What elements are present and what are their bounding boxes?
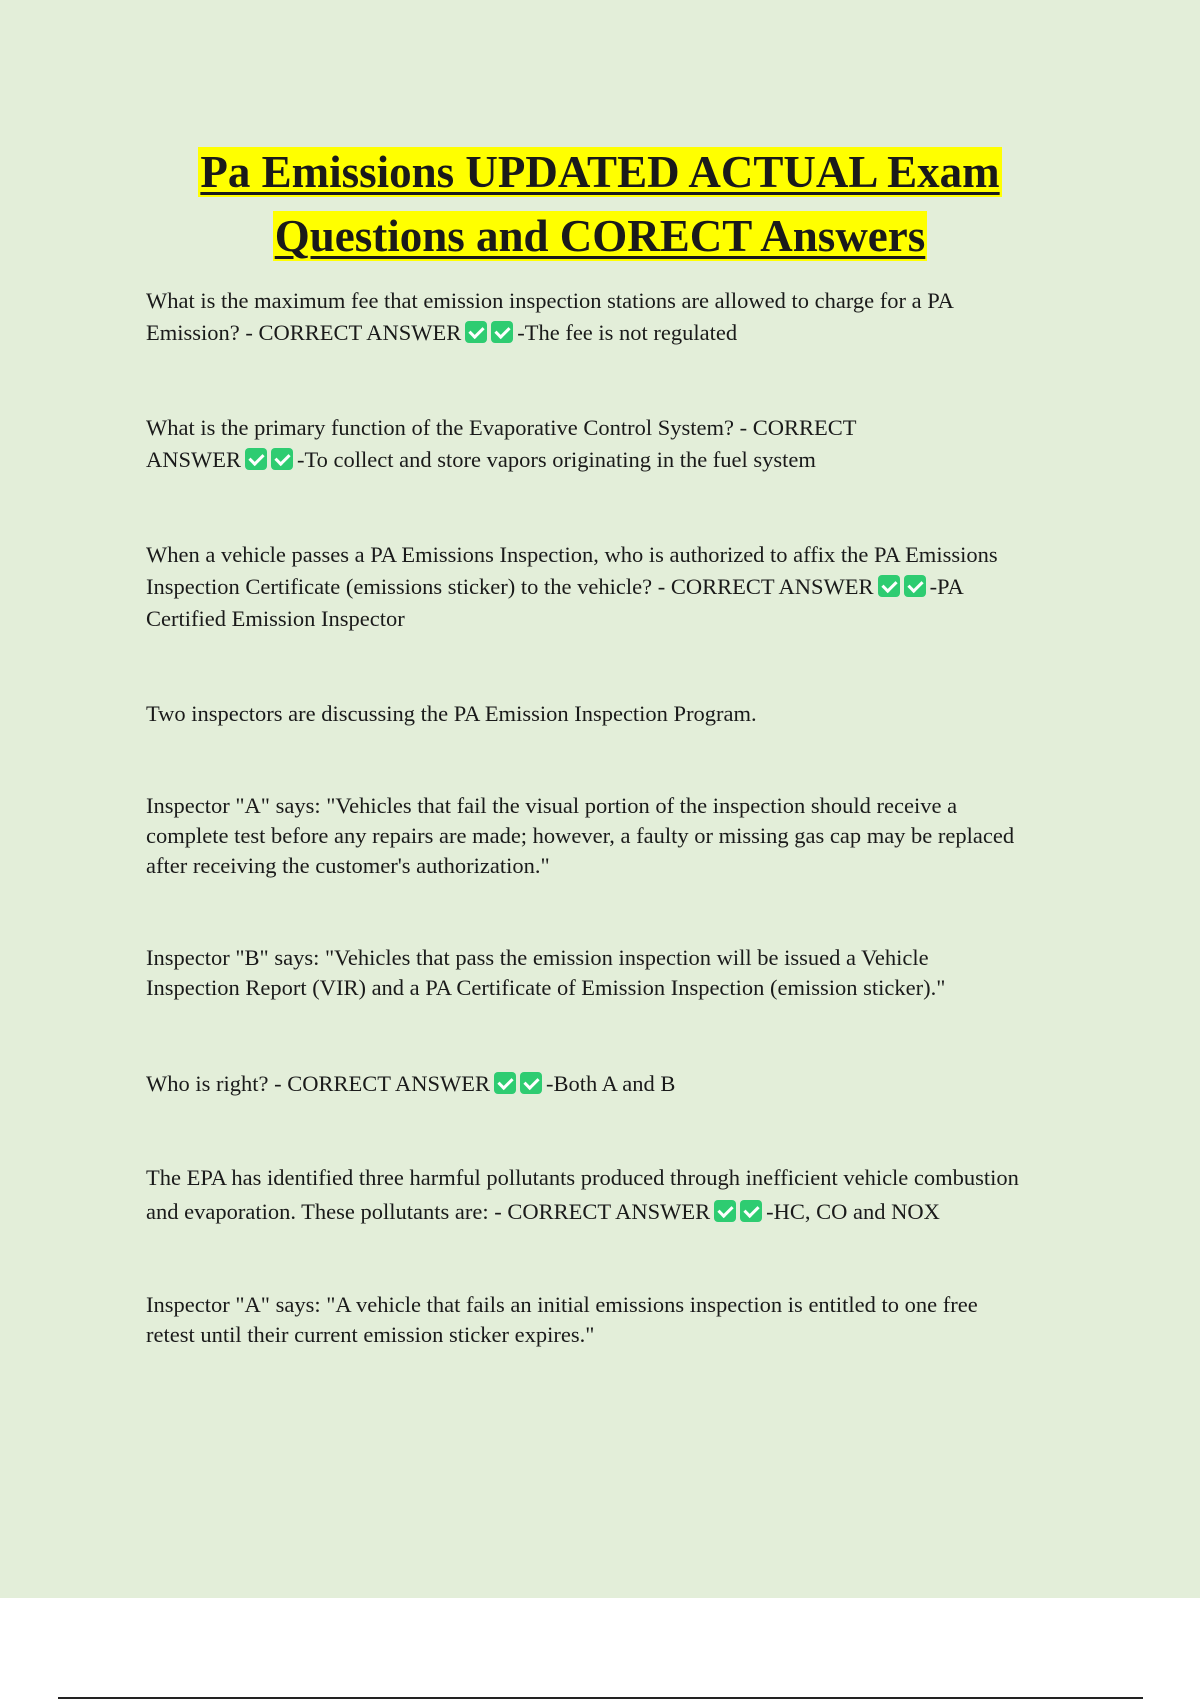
check-box-icon	[494, 1072, 516, 1094]
inspector-a-retest-statement	[146, 1290, 1096, 1350]
statement-text: complete test before any repairs are made; however, a faulty or missing gas cap may be replaced	[146, 823, 1015, 848]
check-box-icon	[904, 575, 926, 597]
question-text: and evaporation. These pollutants are: - CORRECT ANSWER	[146, 1199, 711, 1224]
check-box-icon	[878, 575, 900, 597]
qa-item-3	[146, 539, 1096, 635]
check-box-icon	[271, 448, 293, 470]
qa-item-4	[146, 1068, 1096, 1100]
qa-item-1	[146, 285, 1096, 349]
qa-item-5	[146, 1161, 1096, 1229]
answer-text: -Both A and B	[545, 1071, 676, 1096]
question-text: The EPA has identified three harmful pollutants produced through inefficient vehicle combustion	[146, 1165, 1019, 1190]
scenario-intro	[146, 698, 1096, 730]
footer-divider	[58, 1697, 1143, 1699]
check-box-icon	[491, 321, 513, 343]
question-text: Who is right? - CORRECT ANSWER	[146, 1071, 490, 1096]
statement-text: Inspector "A" says: "A vehicle that fails an initial emissions inspection is entitled to one free	[146, 1292, 978, 1317]
question-text: When a vehicle passes a PA Emissions Inspection, who is authorized to affix the PA Emissions	[146, 542, 998, 567]
question-text: Emission? - CORRECT ANSWER	[146, 320, 462, 345]
answer-text: -HC, CO and NOX	[766, 1199, 940, 1224]
statement-text: Inspector "B" says: "Vehicles that pass the emission inspection will be issued a Vehicle	[146, 945, 929, 970]
question-text: ANSWER	[146, 447, 241, 472]
statement-text: Inspector "A" says: "Vehicles that fail the visual portion of the inspection should receive a	[146, 793, 958, 818]
check-box-icon	[520, 1072, 542, 1094]
statement-text: Inspection Report (VIR) and a PA Certificate of Emission Inspection (emission sticker)."	[146, 975, 946, 1000]
check-box-icon	[714, 1200, 736, 1222]
inspector-a-statement	[146, 791, 1096, 881]
check-box-icon	[465, 321, 487, 343]
question-text: What is the primary function of the Evaporative Control System? - CORRECT	[146, 415, 857, 440]
question-text: What is the maximum fee that emission inspection stations are allowed to charge for a PA	[146, 288, 954, 313]
statement-text: retest until their current emission sticker expires."	[146, 1322, 595, 1347]
answer-text: -The fee is not regulated	[517, 320, 738, 345]
scenario-text: Two inspectors are discussing the PA Emission Inspection Program.	[146, 701, 757, 726]
qa-item-2	[146, 412, 1096, 476]
answer-text: Certified Emission Inspector	[146, 606, 405, 631]
title-line-2: Questions and CORECT Answers	[274, 211, 926, 261]
check-box-icon	[245, 448, 267, 470]
document-title	[60, 140, 1140, 268]
statement-text: after receiving the customer's authorization."	[146, 853, 550, 878]
answer-text: -To collect and store vapors originating in the fuel system	[297, 447, 816, 472]
question-text: Inspection Certificate (emissions sticker) to the vehicle? - CORRECT ANSWER	[146, 574, 874, 599]
check-box-icon	[740, 1200, 762, 1222]
inspector-b-statement	[146, 943, 1096, 1003]
answer-text: -PA	[929, 574, 964, 599]
title-line-1: Pa Emissions UPDATED ACTUAL Exam	[200, 147, 1000, 197]
